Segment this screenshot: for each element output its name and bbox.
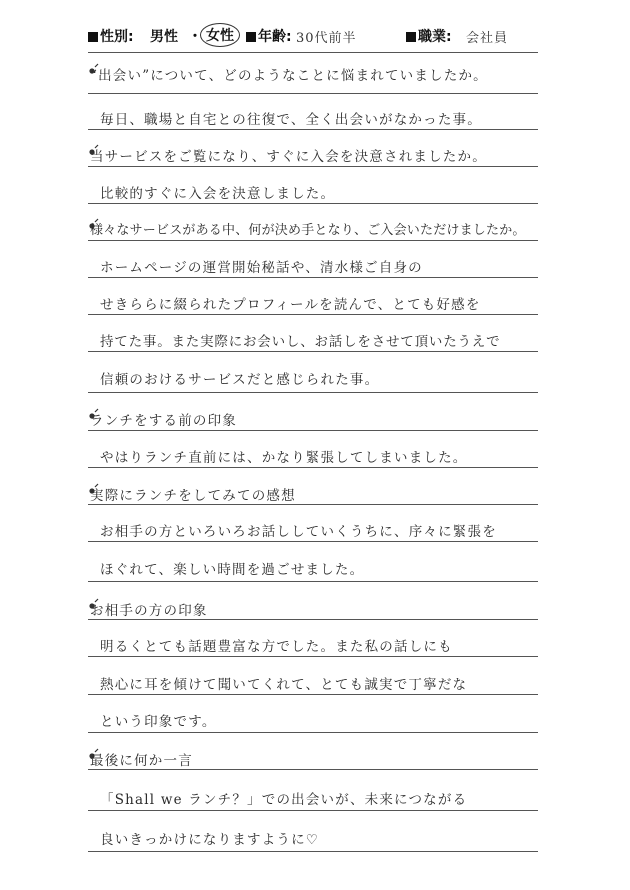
- age-value: 30代前半: [296, 31, 357, 46]
- question-7: 最後に何か一言: [90, 753, 193, 769]
- answer-5-line-1: お相手の方といろいろお話ししていくうちに、序々に緊張を: [100, 524, 497, 540]
- ruled-line: [88, 810, 538, 811]
- answer-2-line-1: 比較的すぐに入会を決意しました。: [100, 186, 336, 202]
- answer-3-line-4: 信頼のおけるサービスだと感じられた事。: [100, 372, 380, 388]
- ruled-line: [88, 656, 538, 657]
- gender-female-circled: 女性: [200, 23, 240, 47]
- ruled-line: [88, 467, 538, 468]
- ruled-line: [88, 504, 538, 505]
- answer-3-line-2: せきららに綴られたプロフィールを読んで、とても好感を: [100, 297, 481, 313]
- age-label: 年齢:: [246, 26, 292, 46]
- square-bullet-icon: [406, 32, 416, 42]
- question-1: “出会い”について、どのようなことに悩まれていましたか。: [90, 68, 488, 84]
- job-value: 会社員: [466, 31, 509, 46]
- gender-label: 性別:: [88, 26, 134, 46]
- answer-7-line-2: 良いきっかけになりますように♡: [100, 832, 320, 848]
- question-3: 様々なサービスがある中、何が決め手となり、ご入会いただけましたか。: [90, 223, 526, 238]
- gender-male: 男性: [150, 29, 178, 45]
- ruled-line: [88, 129, 538, 130]
- question-2: 当サービスをご覧になり、すぐに入会を決意されましたか。: [90, 149, 487, 165]
- answer-7-line-1: 「Shall we ランチ？」での出会いが、未来につながる: [100, 792, 468, 808]
- answer-1-line-1: 毎日、職場と自宅との往復で、全く出会いがなかった事。: [100, 112, 482, 128]
- ruled-line: [88, 769, 538, 770]
- question-4: ランチをする前の印象: [90, 413, 237, 429]
- question-5: 実際にランチをしてみての感想: [90, 488, 296, 504]
- gender-separator: ・: [188, 29, 202, 45]
- answer-4-line-1: やはりランチ直前には、かなり緊張してしまいました。: [100, 450, 468, 466]
- ruled-line: [88, 351, 538, 352]
- answer-6-line-1: 明るくとても話題豊富な方でした。また私の話しにも: [100, 639, 453, 655]
- question-6: お相手の方の印象: [90, 603, 208, 619]
- square-bullet-icon: [88, 32, 98, 42]
- answer-3-line-1: ホームページの運営開始秘話や、清水様ご自身の: [100, 260, 423, 276]
- answer-6-line-3: という印象です。: [100, 714, 217, 730]
- ruled-line: [88, 203, 538, 204]
- ruled-line: [88, 240, 538, 241]
- answer-6-line-2: 熱心に耳を傾けて聞いてくれて、とても誠実で丁寧だな: [100, 677, 468, 693]
- ruled-line: [88, 581, 538, 582]
- ruled-line: [88, 392, 538, 393]
- ruled-line: [88, 430, 538, 431]
- ruled-line: [88, 619, 538, 620]
- answer-3-line-3: 持てた事。また実際にお会いし、お話しをさせて頂いたうえで: [100, 334, 501, 350]
- ruled-line: [88, 314, 538, 315]
- ruled-line: [88, 277, 538, 278]
- answer-5-line-2: ほぐれて、楽しい時間を過ごせました。: [100, 562, 365, 578]
- square-bullet-icon: [246, 32, 256, 42]
- ruled-line: [88, 166, 538, 167]
- ruled-line: [88, 694, 538, 695]
- ruled-line: [88, 541, 538, 542]
- ruled-line: [88, 52, 538, 53]
- ruled-line: [88, 93, 538, 94]
- job-label: 職業:: [406, 26, 452, 46]
- respondent-header: [88, 22, 548, 46]
- ruled-line: [88, 732, 538, 733]
- ruled-line: [88, 851, 538, 852]
